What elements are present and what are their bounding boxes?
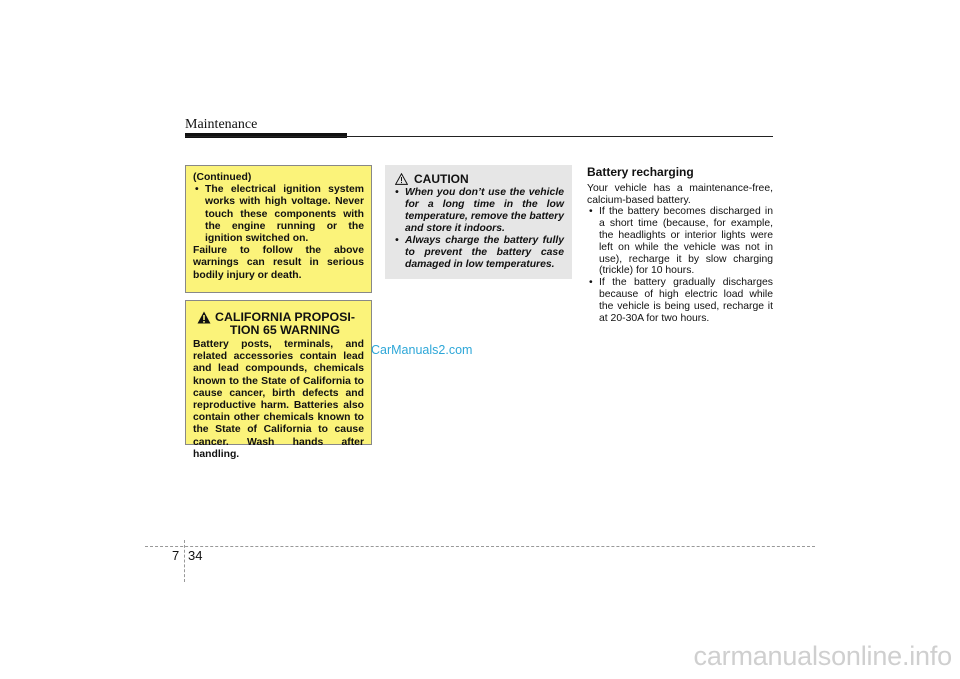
chapter-number: 7 [172,548,180,563]
footer-divider [184,540,185,582]
header-rule [185,136,773,137]
battery-item: • If the battery gradually discharges because of high electric load while the vehicle is being used, recharge it at 20-30A for two hours. [587,277,773,324]
prop65-title-line2: TION 65 WARNING [229,323,341,337]
page-number: 34 [188,548,203,563]
battery-intro: Your vehicle has a maintenance-free, calcium-based battery. [587,182,773,206]
warning-bullets [193,184,364,245]
caution-item: • When you don’t use the vehicle for a long time in the low temperature, remove the battery and store it indoors. [393,187,564,235]
battery-recharging-section [587,165,773,324]
prop65-body: Battery posts, terminals, and related accessories contain lead and lead compounds, chemicals known to the State of California to cause cancer, birth defects and reproductive harm. Batteries also contain other chemicals known to the State of California to cause cancer. Wash hands after handling. [193,339,364,460]
caution-triangle-icon [395,173,408,185]
prop65-heading [197,311,364,337]
bottom-site-watermark: carmanualsonline.info [693,641,952,671]
warning-continued-box [185,165,372,293]
caution-title: CAUTION [414,172,469,186]
battery-heading: Battery recharging [587,165,694,179]
caution-item: • Always charge the battery fully to prevent the battery case damaged in low temperatures. [393,235,564,271]
warning-triangle-icon [197,311,211,324]
warning-footer-text: Failure to follow the above warnings can result in serious bodily injury or death. [193,245,364,281]
caution-heading [395,173,564,185]
section-title: Maintenance [185,117,258,132]
warning-bullet: • The electrical ignition system works with high voltage. Never touch these components with the engine running or the ignition switched on. [193,184,364,245]
prop65-warning-box [185,300,372,460]
continued-label: (Continued) [193,172,252,183]
caution-list [393,187,564,271]
footer-rule [145,546,815,547]
prop65-title-line1: CALIFORNIA PROPOSI- [215,310,355,324]
battery-list [587,206,773,324]
caution-box [385,165,572,279]
battery-item: • If the battery becomes discharged in a short time (because, for example, the headlights or interior lights were left on while the vehicle was not in use), recharge it by slow charging (trickle) for 10 hours. [587,206,773,277]
site-watermark-link[interactable]: CarManuals2.com [371,343,473,357]
